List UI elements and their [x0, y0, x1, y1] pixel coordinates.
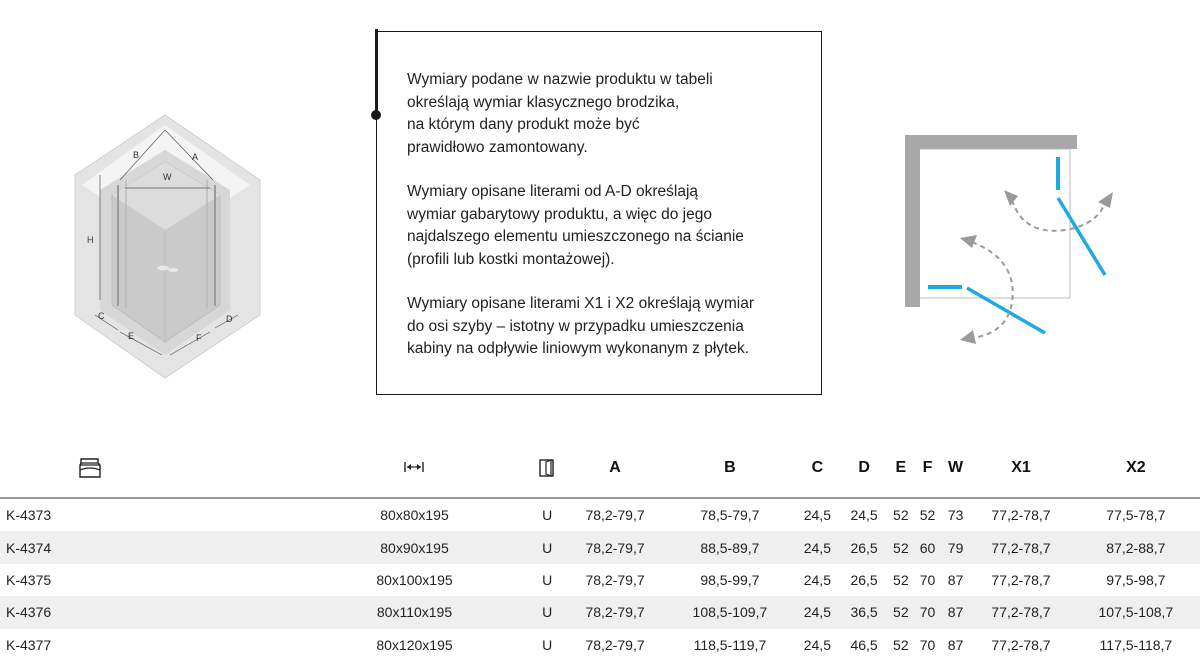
- cell-size: 80x80x195: [380, 507, 449, 524]
- header-col-w: W: [941, 438, 970, 498]
- cell-code: K-4376: [0, 596, 159, 628]
- table-header-row: [0, 438, 1200, 498]
- cell-d: 36,5: [841, 596, 888, 628]
- cell-x1: 77,2-78,7: [970, 531, 1072, 563]
- cell-f: 70: [919, 571, 936, 588]
- cell-x2: 107,5-108,7: [1072, 596, 1200, 628]
- table-row: [0, 596, 1200, 628]
- cell-type: U: [542, 571, 553, 588]
- cell-code: K-4377: [6, 636, 52, 653]
- cell-type: U: [542, 507, 553, 524]
- cell-size: 80x120x195: [376, 636, 453, 653]
- cell-code: K-4373: [6, 507, 52, 524]
- cell-d: 26,5: [841, 531, 888, 563]
- cell-type: U: [530, 596, 564, 628]
- cell-x2: 77,5-78,7: [1106, 507, 1166, 524]
- header-type-cell: [530, 438, 564, 498]
- cell-code: K-4375: [6, 571, 52, 588]
- cell-e: 52: [887, 531, 914, 563]
- cell-c: 24,5: [803, 636, 831, 653]
- shower-isometric-diagram: [70, 110, 270, 385]
- cell-type: U: [542, 636, 553, 653]
- dim-label-c: C: [98, 311, 105, 321]
- dim-label-b: B: [133, 150, 140, 160]
- cell-f: 60: [914, 531, 941, 563]
- cell-b: 98,5-99,7: [700, 571, 760, 588]
- table-row: [0, 629, 1200, 661]
- cell-w: 87: [947, 571, 964, 588]
- cell-e: 52: [893, 507, 909, 524]
- header-col-a: A: [564, 438, 666, 498]
- header-col-b: B: [666, 438, 794, 498]
- cell-c: 24,5: [794, 531, 841, 563]
- shower-tray-icon: [78, 457, 102, 479]
- cell-w: 87: [947, 636, 964, 653]
- cell-e: 52: [893, 571, 909, 588]
- dim-label-a: A: [192, 152, 199, 162]
- info-text: [407, 69, 807, 383]
- cell-size: 80x90x195: [159, 531, 530, 563]
- cell-d: 24,5: [850, 507, 878, 524]
- cell-e: 52: [887, 596, 914, 628]
- header-col-e: E: [887, 438, 914, 498]
- cell-x1: 77,2-78,7: [991, 636, 1051, 653]
- table-row: [0, 564, 1200, 596]
- table-row: [0, 531, 1200, 563]
- table-row: [0, 498, 1200, 531]
- marker-line: [375, 29, 378, 111]
- cell-size: 80x100x195: [376, 571, 453, 588]
- cell-a: 78,2-79,7: [585, 507, 645, 524]
- info-paragraph-2: Wymiary opisane literami od A-D określają wymiar gabarytowy produktu, a więc do jego najdalszego elementu umieszczonego na ścianie (profili lub kostki montażowej).: [407, 183, 744, 268]
- header-col-c: C: [794, 438, 841, 498]
- cell-x1: 77,2-78,7: [970, 596, 1072, 628]
- door-hinge-icon: [538, 458, 556, 478]
- dim-label-e: E: [128, 331, 135, 341]
- cell-size: 80x110x195: [159, 596, 530, 628]
- cell-f: 70: [919, 636, 936, 653]
- cell-x2: 117,5-118,7: [1099, 636, 1173, 653]
- info-paragraph-1: Wymiary podane w nazwie produktu w tabeli określają wymiar klasycznego brodzika, na którym dany produkt może być prawidłowo zamontowany.: [407, 71, 713, 156]
- header-size-cell: [159, 438, 530, 498]
- cell-a: 78,2-79,7: [564, 596, 666, 628]
- cell-b: 108,5-109,7: [666, 596, 794, 628]
- header-col-x2: X2: [1072, 438, 1200, 498]
- header-col-d: D: [841, 438, 888, 498]
- cell-c: 24,5: [794, 596, 841, 628]
- cell-type: U: [530, 531, 564, 563]
- cell-c: 24,5: [803, 507, 831, 524]
- cell-a: 78,2-79,7: [585, 636, 645, 653]
- cell-d: 26,5: [850, 571, 878, 588]
- cell-x2: 97,5-98,7: [1106, 571, 1166, 588]
- cell-a: 78,2-79,7: [564, 531, 666, 563]
- cell-f: 52: [919, 507, 936, 524]
- header-tray-cell: [0, 438, 159, 498]
- dimension-info-box: [376, 31, 822, 395]
- cell-w: 87: [941, 596, 970, 628]
- info-paragraph-3: Wymiary opisane literami X1 i X2 określają wymiar do osi szyby – istotny w przypadku umieszczenia kabiny na odpływie liniowym wykonanym z płytek.: [407, 295, 754, 357]
- cell-b: 78,5-79,7: [700, 507, 760, 524]
- product-spec-table: [0, 438, 1200, 661]
- cell-f: 70: [914, 596, 941, 628]
- dim-label-h: H: [87, 235, 94, 245]
- door-swing-diagram: [900, 130, 1130, 355]
- width-arrows-icon: [403, 460, 425, 474]
- dim-label-w: W: [163, 172, 172, 182]
- cell-c: 24,5: [803, 571, 831, 588]
- cell-d: 46,5: [850, 636, 878, 653]
- header-col-x1: X1: [970, 438, 1072, 498]
- dim-label-d: D: [226, 314, 233, 324]
- dim-label-f: F: [196, 333, 202, 343]
- cell-b: 88,5-89,7: [666, 531, 794, 563]
- cell-e: 52: [893, 636, 909, 653]
- cell-x1: 77,2-78,7: [991, 507, 1051, 524]
- cell-code: K-4374: [0, 531, 159, 563]
- cell-a: 78,2-79,7: [585, 571, 645, 588]
- cell-x2: 87,2-88,7: [1072, 531, 1200, 563]
- cell-x1: 77,2-78,7: [991, 571, 1051, 588]
- cell-b: 118,5-119,7: [693, 636, 767, 653]
- marker-dot: [371, 110, 381, 120]
- cell-w: 73: [947, 507, 964, 524]
- cell-w: 79: [941, 531, 970, 563]
- header-col-f: F: [914, 438, 941, 498]
